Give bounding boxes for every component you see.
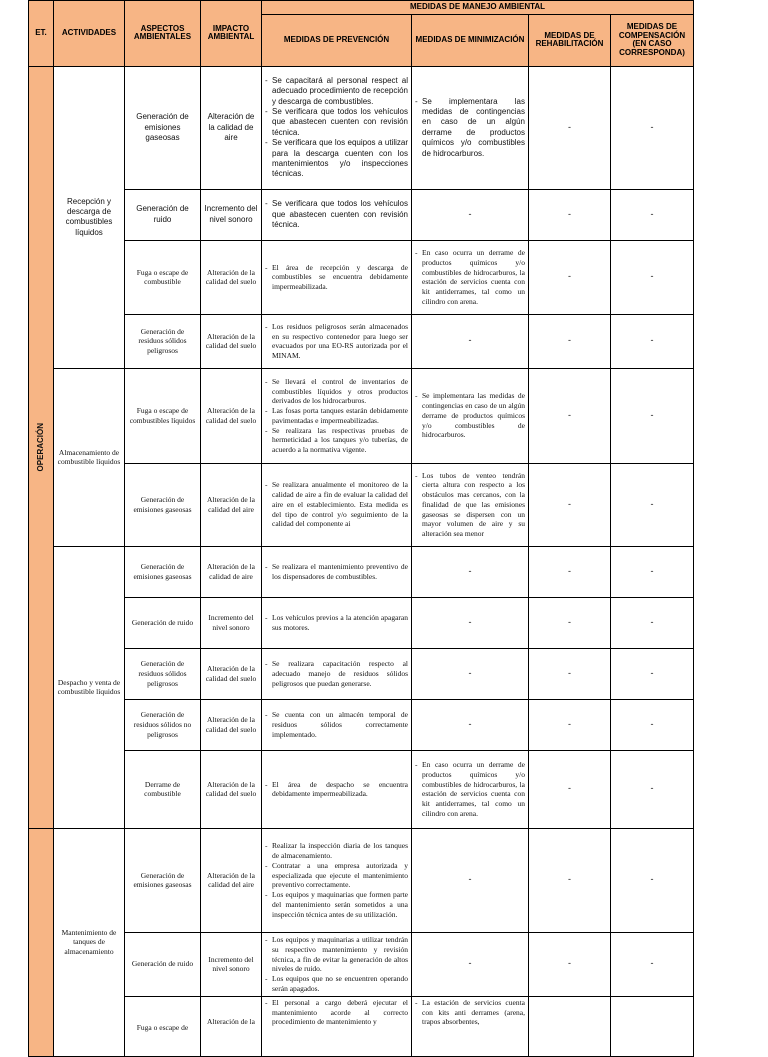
- header-impact: IMPACTO AMBIENTAL: [201, 1, 262, 67]
- rehabilitation-cell: -: [529, 546, 611, 597]
- compensation-cell: -: [611, 750, 694, 828]
- aspect-cell: Generación de emisiones gaseosas: [125, 66, 201, 189]
- prevention-item: - Los vehículos previos a la atención apagaran sus motores.: [265, 613, 408, 633]
- minimization-cell: -: [412, 648, 529, 699]
- prevention-item: - Realizar la inspección diaria de los tanques de almacenamiento.: [265, 841, 408, 861]
- prevention-item: - Los residuos peligrosos serán almacenados en su respectivo contenedor para luego ser evacuados por una EO-RS autorizada por el MINAM.: [265, 322, 408, 361]
- impact-cell: Alteración de la: [201, 996, 262, 1056]
- impact-cell: Alteración de la calidad del suelo: [201, 750, 262, 828]
- table-row: [29, 699, 694, 750]
- rehabilitation-cell: [529, 996, 611, 1056]
- table-row: [29, 189, 694, 240]
- stage-cell: [29, 66, 54, 828]
- impact-cell: Alteración de la calidad del suelo: [201, 240, 262, 314]
- rehabilitation-cell: -: [529, 368, 611, 463]
- table-row: [29, 996, 694, 1056]
- aspect-cell: Generación de residuos sólidos peligrosos: [125, 314, 201, 368]
- minimization-cell: -: [412, 828, 529, 932]
- minimization-item: - Se implementara las medidas de contingencias en caso de un algún derrame de productos químicos y/o combustibles de hidrocarburos.: [415, 97, 525, 159]
- prevention-item: - Se verificara que los equipos a utilizar para la descarga cuenten con los mantenimientos y/o inspecciones técnicas.: [265, 138, 408, 180]
- prevention-item: - Contratar a una empresa autorizada y especializada que ejecute el mantenimiento preventivo correctamente.: [265, 861, 408, 890]
- table-row: [29, 463, 694, 546]
- table-row: [29, 648, 694, 699]
- prevention-item: - El personal a cargo deberá ejecutar el mantenimiento acorde al correcto procedimiento de mantenimiento y: [265, 998, 408, 1027]
- table-row: [29, 66, 694, 189]
- header-compensation: MEDIDAS DE COMPENSACIÓN (EN CASO CORRESPONDA): [611, 14, 694, 66]
- prevention-cell: [262, 648, 412, 699]
- minimization-cell: -: [412, 932, 529, 996]
- prevention-cell: [262, 314, 412, 368]
- minimization-cell: -: [412, 546, 529, 597]
- prevention-item: - El área de recepción y descarga de combustibles se encuentra debidamente impermeabilizada.: [265, 263, 408, 292]
- impact-cell: Incremento del nivel sonoro: [201, 932, 262, 996]
- aspect-cell: Generación de ruido: [125, 932, 201, 996]
- prevention-item: - Los equipos y maquinarias a utilizar tendrán su respectivo mantenimiento y revisión técnica, a fin de evitar la generación de altos niveles de ruido.: [265, 935, 408, 974]
- minimization-cell: -: [412, 597, 529, 648]
- prevention-cell: [262, 66, 412, 189]
- aspect-cell: Generación de emisiones gaseosas: [125, 828, 201, 932]
- activity-cell: Recepción y descarga de combustibles líquidos: [54, 66, 125, 368]
- table-row: [29, 240, 694, 314]
- header-stage: ET.: [29, 1, 54, 67]
- aspect-cell: Fuga o escape de combustible: [125, 240, 201, 314]
- table-header-row-top: [29, 1, 694, 15]
- minimization-cell: [412, 240, 529, 314]
- impact-cell: Incremento del nivel sonoro: [201, 597, 262, 648]
- prevention-item: - Se cuenta con un almacén temporal de residuos sólidos correctamente implementado.: [265, 710, 408, 739]
- table-row: [29, 597, 694, 648]
- header-management-measures: MEDIDAS DE MANEJO AMBIENTAL: [262, 1, 694, 15]
- compensation-cell: -: [611, 699, 694, 750]
- compensation-cell: -: [611, 648, 694, 699]
- compensation-cell: -: [611, 314, 694, 368]
- rehabilitation-cell: -: [529, 597, 611, 648]
- header-rehabilitation: MEDIDAS DE REHABILITACIÓN: [529, 14, 611, 66]
- compensation-cell: -: [611, 828, 694, 932]
- compensation-cell: -: [611, 240, 694, 314]
- rehabilitation-cell: -: [529, 932, 611, 996]
- impact-cell: Alteración de la calidad del suelo: [201, 368, 262, 463]
- table-row: [29, 314, 694, 368]
- minimization-cell: [412, 750, 529, 828]
- minimization-cell: -: [412, 699, 529, 750]
- environmental-management-table-document: [28, 0, 693, 1057]
- prevention-item: - El área de despacho se encuentra debidamente impermeabilizada.: [265, 780, 408, 800]
- prevention-item: - Se realizara capacitación respecto al adecuado manejo de residuos sólidos peligrosos que puedan generarse.: [265, 659, 408, 688]
- rehabilitation-cell: -: [529, 699, 611, 750]
- prevention-item: - Se realizara el mantenimiento preventivo de los dispensadores de combustibles.: [265, 562, 408, 582]
- compensation-cell: -: [611, 189, 694, 240]
- activity-cell: Almacenamiento de combustible líquidos: [54, 368, 125, 546]
- prevention-cell: [262, 189, 412, 240]
- prevention-item: - Las fosas porta tanques estarán debidamente pavimentadas e impermeabilizadas.: [265, 406, 408, 426]
- prevention-item: - Se capacitará al personal respect al adecuado procedimiento de recepción y descarga de combustibles.: [265, 76, 408, 107]
- rehabilitation-cell: -: [529, 189, 611, 240]
- aspect-cell: Derrame de combustible: [125, 750, 201, 828]
- prevention-cell: [262, 996, 412, 1056]
- aspect-cell: Generación de residuos sólidos peligrosos: [125, 648, 201, 699]
- prevention-cell: [262, 597, 412, 648]
- impact-cell: Incremento del nivel sonoro: [201, 189, 262, 240]
- stage-label: OPERACIÓN: [35, 423, 45, 472]
- prevention-item: - Se verificara que todos los vehículos que abastecen cuenten con revisión técnica.: [265, 199, 408, 230]
- aspect-cell: Generación de emisiones gaseosas: [125, 463, 201, 546]
- aspect-cell: Generación de ruido: [125, 597, 201, 648]
- impact-cell: Alteración de la calidad del aire: [201, 828, 262, 932]
- prevention-item: - Los equipos y maquinarias que formen parte del mantenimiento serán sometidos a una inspección técnica antes de su utilización.: [265, 890, 408, 919]
- aspect-cell: Generación de ruido: [125, 189, 201, 240]
- minimization-cell: -: [412, 314, 529, 368]
- compensation-cell: -: [611, 932, 694, 996]
- table-row: [29, 368, 694, 463]
- minimization-item: - Los tubos de venteo tendrán cierta altura con respecto a los obstáculos mas cercanos, con la finalidad de que las emisiones gaseosas se dispersen con un mayor volumen de aire y su alteración sea menor: [415, 471, 525, 539]
- rehabilitation-cell: -: [529, 463, 611, 546]
- minimization-item: - Se implementara las medidas de contingencias en caso de un algún derrame de productos químicos y/o combustibles de hidrocarburos.: [415, 391, 525, 440]
- minimization-item: - La estación de servicios cuenta con kits anti derrames (arena, trapos absorbentes,: [415, 998, 525, 1027]
- minimization-cell: -: [412, 189, 529, 240]
- compensation-cell: -: [611, 546, 694, 597]
- prevention-cell: [262, 828, 412, 932]
- impact-cell: Alteración de la calidad del suelo: [201, 314, 262, 368]
- header-minimization: MEDIDAS DE MINIMIZACIÓN: [412, 14, 529, 66]
- prevention-cell: [262, 463, 412, 546]
- minimization-cell: [412, 66, 529, 189]
- table-row: [29, 546, 694, 597]
- impact-cell: Alteración de la calidad del aire: [201, 463, 262, 546]
- minimization-item: - En caso ocurra un derrame de productos químicos y/o combustibles de hidrocarburos, la estación de servicios cuenta con kit antiderrames, tal como un cilindro con arena.: [415, 760, 525, 819]
- header-activities: ACTIVIDADES: [54, 1, 125, 67]
- prevention-cell: [262, 932, 412, 996]
- minimization-cell: [412, 368, 529, 463]
- table-row: [29, 750, 694, 828]
- impact-cell: Alteración de la calidad del suelo: [201, 648, 262, 699]
- minimization-cell: [412, 996, 529, 1056]
- prevention-item: - Se verificara que todos los vehículos que abastecen cuenten con revisión técnica.: [265, 107, 408, 138]
- activity-cell: Despacho y venta de combustible líquidos: [54, 546, 125, 828]
- table-row: [29, 932, 694, 996]
- prevention-item: - Se realizara las respectivas pruebas de hermeticidad a los tanques y/o tuberías, de acuerdo a la normativa vigente.: [265, 426, 408, 455]
- rehabilitation-cell: -: [529, 750, 611, 828]
- prevention-item: - Los equipos que no se encuentren operando serán apagados.: [265, 974, 408, 994]
- minimization-cell: [412, 463, 529, 546]
- compensation-cell: -: [611, 463, 694, 546]
- aspect-cell: Generación de emisiones gaseosas: [125, 546, 201, 597]
- prevention-cell: [262, 699, 412, 750]
- aspect-cell: Fuga o escape de: [125, 996, 201, 1056]
- impact-cell: Alteración de la calidad del suelo: [201, 699, 262, 750]
- compensation-cell: [611, 996, 694, 1056]
- compensation-cell: -: [611, 66, 694, 189]
- rehabilitation-cell: -: [529, 240, 611, 314]
- stage-cell: [29, 828, 54, 1056]
- minimization-item: - En caso ocurra un derrame de productos químicos y/o combustibles de hidrocarburos, la estación de servicios cuenta con kit antiderrames, tal como un cilindro con arena.: [415, 248, 525, 307]
- aspect-cell: Generación de residuos sólidos no peligrosos: [125, 699, 201, 750]
- activity-cell: Mantenimiento de tanques de almacenamiento: [54, 828, 125, 1056]
- prevention-cell: [262, 240, 412, 314]
- rehabilitation-cell: -: [529, 314, 611, 368]
- prevention-item: - Se llevará el control de inventarios de combustibles líquidos y otros productos derivados de los hidrocarburos.: [265, 377, 408, 406]
- aspect-cell: Fuga o escape de combustibles líquidos: [125, 368, 201, 463]
- impact-cell: Alteración de la calidad de aire: [201, 546, 262, 597]
- environmental-management-table: [28, 0, 694, 1057]
- prevention-cell: [262, 750, 412, 828]
- impact-cell: Alteración de la calidad de aire: [201, 66, 262, 189]
- compensation-cell: -: [611, 368, 694, 463]
- prevention-cell: [262, 368, 412, 463]
- prevention-cell: [262, 546, 412, 597]
- table-row: [29, 828, 694, 932]
- rehabilitation-cell: -: [529, 66, 611, 189]
- header-aspects: ASPECTOS AMBIENTALES: [125, 1, 201, 67]
- prevention-item: - Se realizara anualmente el monitoreo de la calidad de aire a fin de evaluar la calidad del aire en el establecimiento. Esta medida es del tipo de control y/o seguimiento de la calidad del componente ai: [265, 480, 408, 529]
- rehabilitation-cell: -: [529, 648, 611, 699]
- rehabilitation-cell: -: [529, 828, 611, 932]
- compensation-cell: -: [611, 597, 694, 648]
- header-prevention: MEDIDAS DE PREVENCIÓN: [262, 14, 412, 66]
